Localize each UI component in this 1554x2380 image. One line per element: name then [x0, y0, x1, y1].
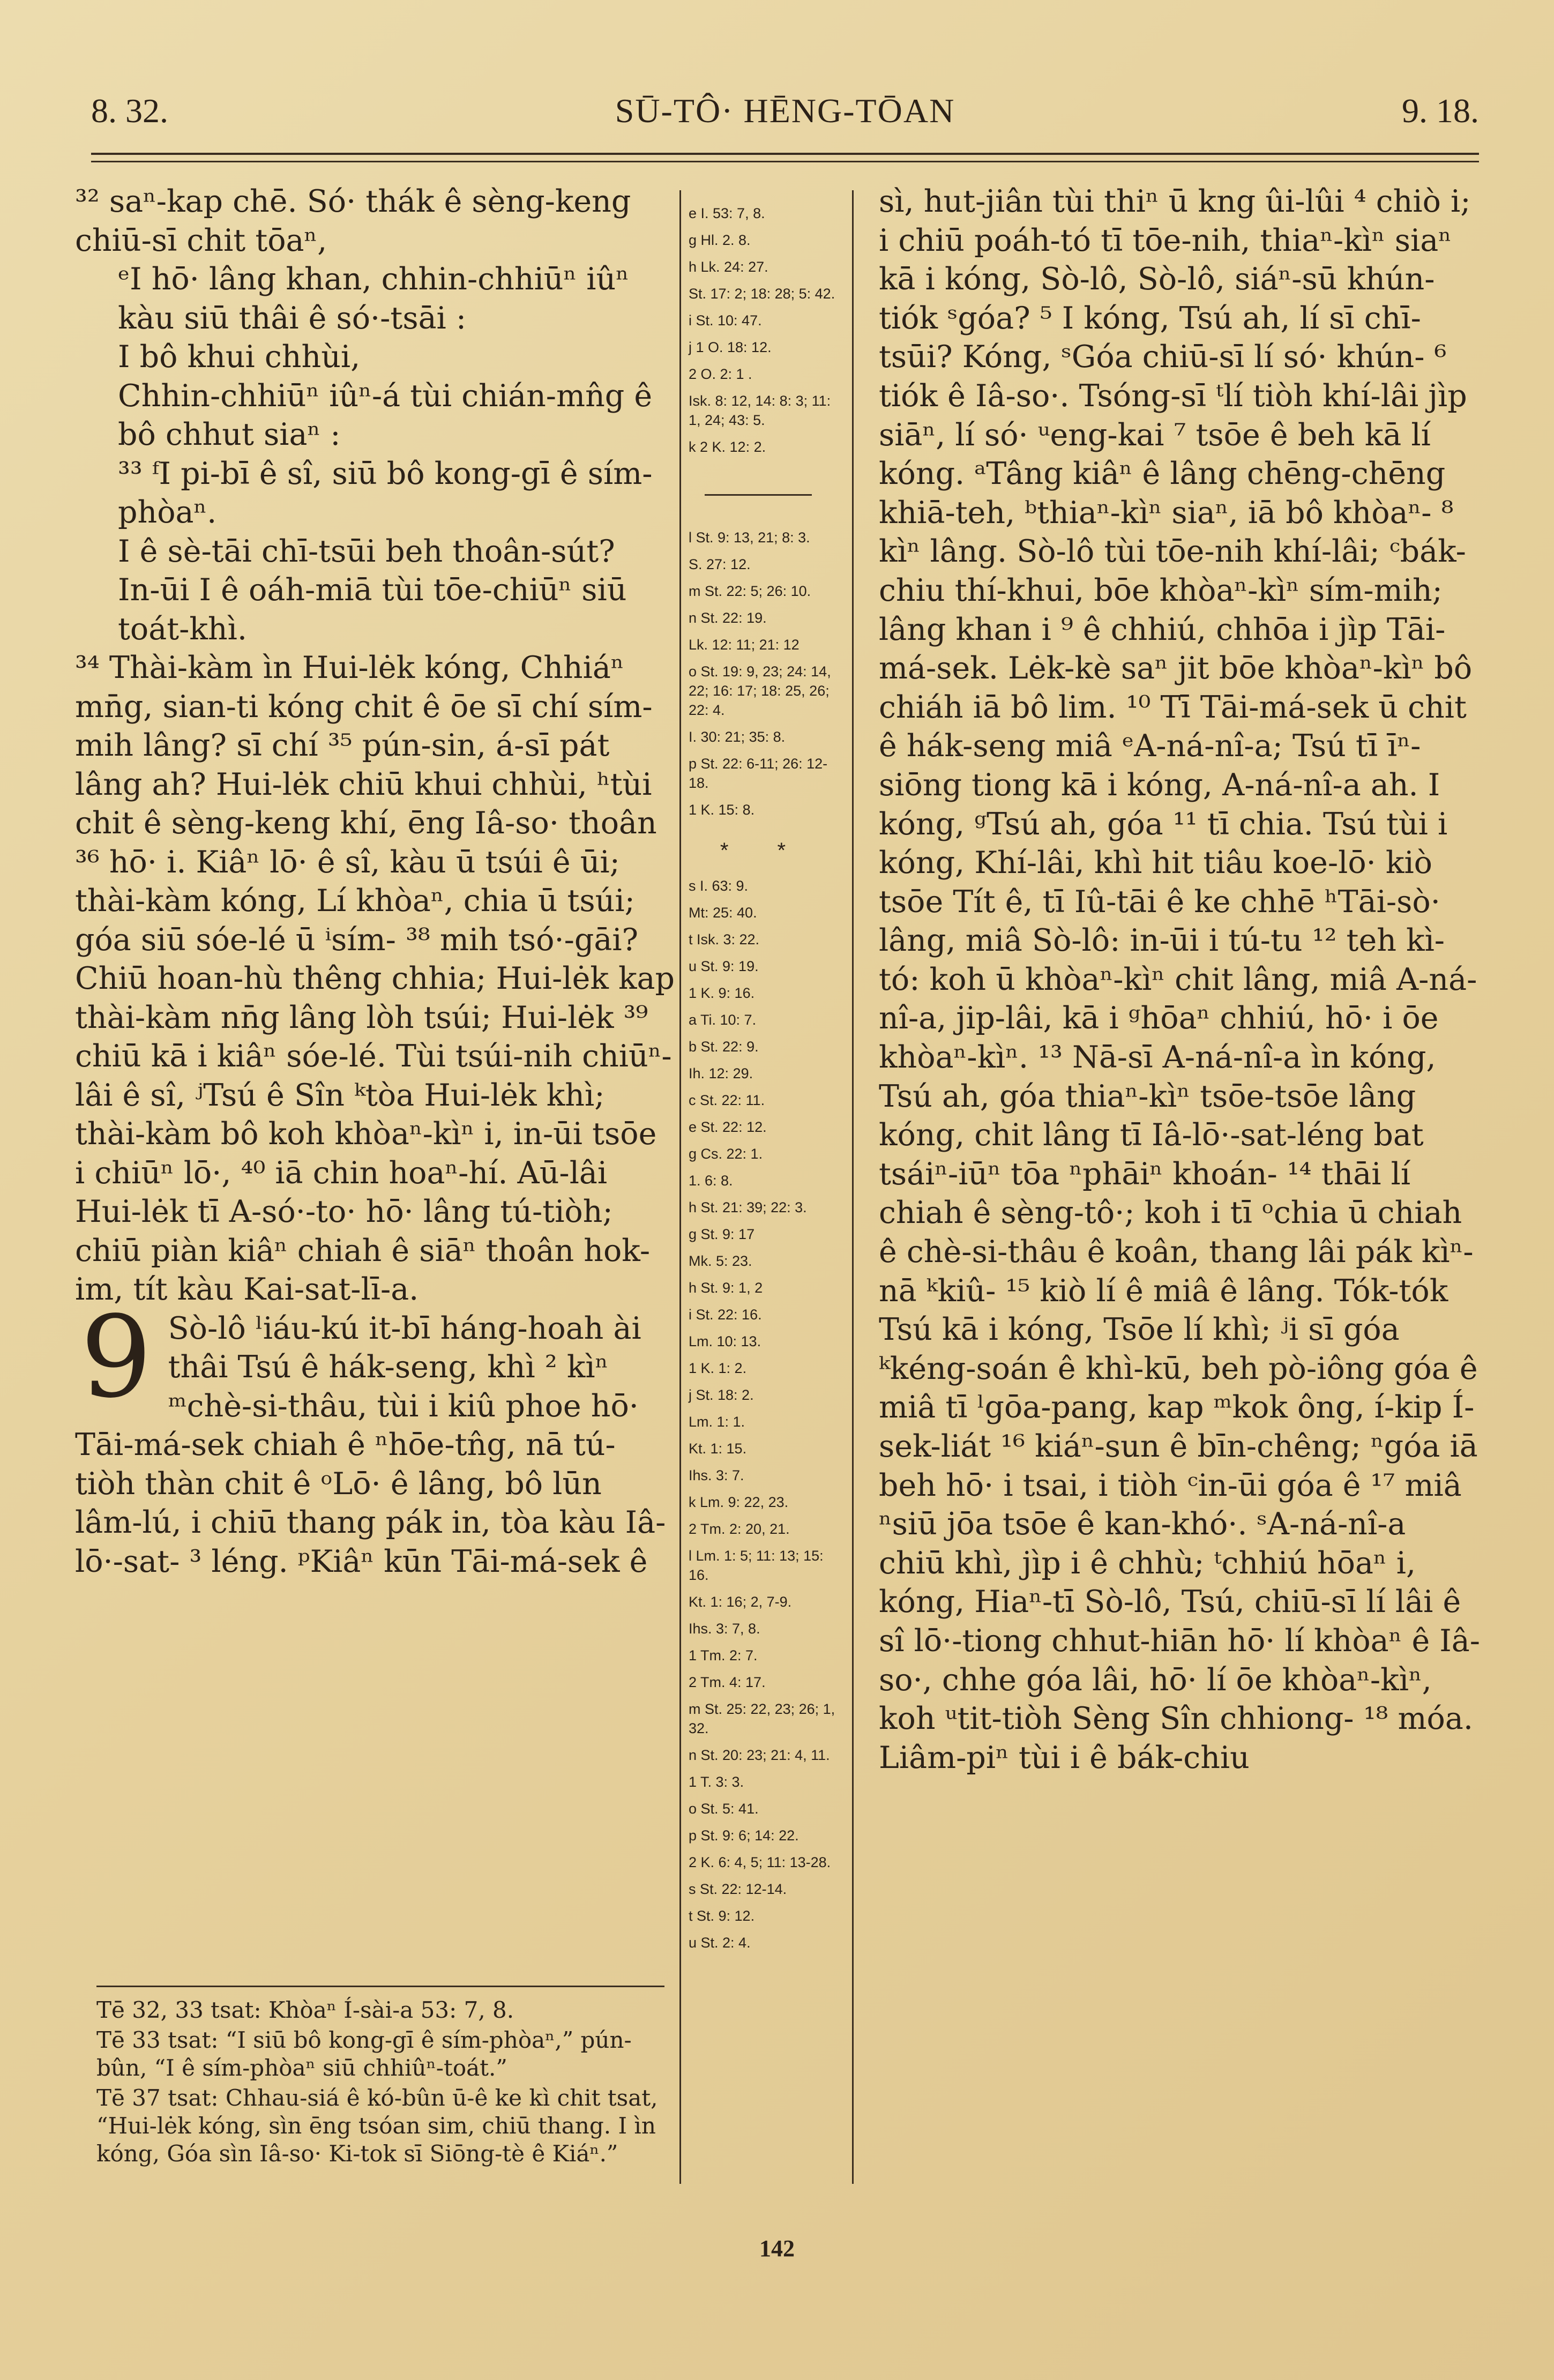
cross-ref: Mt: 25: 40. — [689, 905, 757, 921]
cross-ref: p St. 9: 6; 14: 22. — [689, 1827, 799, 1844]
footnote: Tē 33 tsat: “I siū bô kong-gī ê sím-phòaⁿ,” pún-bûn, “I ê sím-phòaⁿ siū chhiûⁿ-toát.” — [96, 2027, 632, 2081]
cross-ref: p St. 22: 6-11; 26: 12-18. — [689, 756, 828, 791]
cross-ref: t St. 9: 12. — [689, 1908, 755, 1924]
cross-ref: Ihs. 3: 7. — [689, 1467, 744, 1483]
cross-ref: e St. 22: 12. — [689, 1119, 767, 1135]
cross-ref: i St. 10: 47. — [689, 312, 762, 329]
cross-ref: 1 K. 15: 8. — [689, 802, 755, 818]
header-left-reference: 8. 32. — [91, 92, 168, 130]
cross-ref: h St. 21: 39; 22: 3. — [689, 1199, 807, 1215]
cross-ref: l Lm. 1: 5; 11: 13; 15: 16. — [689, 1548, 824, 1583]
cross-ref: k Lm. 9: 22, 23. — [689, 1494, 789, 1510]
footnote: Tē 37 tsat: Chhau-siá ê kó-bûn ū-ê ke kì chit tsat, “Hui-lėk kóng, sìn ēng tsóan sim, chiū thang. I ìn kóng, Góa sìn Iâ-so· Ki-tok sī Siōng-tè ê Kiáⁿ.” — [96, 2085, 658, 2167]
cross-ref: h Lk. 24: 27. — [689, 259, 768, 275]
header-rule — [91, 153, 1479, 155]
cross-ref: u St. 9: 19. — [689, 958, 759, 974]
cross-ref: 1 Tm. 2: 7. — [689, 1647, 758, 1663]
chapter-number: 9 — [80, 1291, 152, 1423]
cross-ref: n St. 22: 19. — [689, 610, 767, 626]
cross-ref: Ihs. 3: 7, 8. — [689, 1621, 760, 1637]
cross-ref: g Hl. 2. 8. — [689, 232, 751, 248]
column-divider-right — [852, 190, 854, 2184]
cross-ref: S. 27: 12. — [689, 556, 751, 572]
cross-ref: c St. 22: 11. — [689, 1092, 765, 1108]
cross-ref-separator — [705, 494, 812, 496]
cross-ref: h St. 9: 1, 2 — [689, 1280, 763, 1296]
cross-ref: Kt. 1: 15. — [689, 1441, 747, 1457]
cross-ref: Lk. 12: 11; 21: 12 — [689, 637, 800, 653]
cross-ref: Lm. 1: 1. — [689, 1414, 745, 1430]
cross-ref: s I. 63: 9. — [689, 878, 749, 894]
left-text-column — [75, 182, 675, 1581]
poetry-line: I bô khui chhùi, — [118, 339, 361, 375]
verse-paragraph: sì, hut-jiân tùi thiⁿ ū kng ûi-lûi ⁴ chiò i; i chiū poáh-tó tī tōe-nih, thiaⁿ-kìⁿ siaⁿ kā i kóng, Sò-lô, Sò-lô, siáⁿ-sū khún-tiók ˢgóa? ⁵ I kóng, Tsú ah, lí sī chī-tsūi? Kóng, ˢGóa chiū-sī lí só· khún- ⁶ tiók ê Iâ-so·. Tsóng-sī ᵗlí tiòh khí-lâi jìp siāⁿ, lí só· ᵘeng-kai ⁷ tsōe ê beh kā lí kóng. ᵃTâng kiâⁿ ê lâng chēng-chēng khiā-teh, ᵇthiaⁿ-kìⁿ siaⁿ, iā bô khòaⁿ- ⁸ kìⁿ lâng. Sò-lô tùi tōe-nih khí-lâi; ᶜbák-chiu thí-khui, bōe khòaⁿ-kìⁿ sím-mih; lâng khan i ⁹ ê chhiú, chhōa i jìp Tāi-má-sek. Lėk-kè saⁿ jit bōe khòaⁿ-kìⁿ bô chiáh iā bô lim. ¹⁰ Tī Tāi-má-sek ū chit ê hák-seng miâ ᵉA-ná-nî-a; Tsú tī īⁿ-siōng tiong kā i kóng, A-ná-nî-a ah. I kóng, ᵍTsú ah, góa ¹¹ tī chia. Tsú tùi i kóng, Khí-lâi, khì hit tiâu koe-lō· kiò tsōe Tít ê, tī Iû-tāi ê ke chhē ʰTāi-sò· lâng, miâ Sò-lô: in-ūi i tú-tu ¹² teh kì-tó: koh ū khòaⁿ-kìⁿ chit lâng, miâ A-ná-nî-a, jip-lâi, kā i ᵍhōaⁿ chhiú, hō· i ōe khòaⁿ-kìⁿ. ¹³ Nā-sī A-ná-nî-a ìn kóng, Tsú ah, góa thiaⁿ-kìⁿ tsōe-tsōe lâng kóng, chit lâng tī Iâ-lō·-sat-léng bat tsáiⁿ-iūⁿ tōa ⁿphāiⁿ khoán- ¹⁴ thāi lí chiah ê sèng-tô·; koh i tī ᵒchia ū chiah ê chè-si-thâu ê koân, thang lâi pák kìⁿ-nā ᵏkiû- ¹⁵ kiò lí ê miâ ê lâng. Tók-tók Tsú kā i kóng, Tsōe lí khì; ʲi sī góa ᵏkéng-soán ê khì-kū, beh pò-iông góa ê miâ tī ˡgōa-pang, kap ᵐkok ông, í-kip Í-sek-liát ¹⁶ kiáⁿ-sun ê bīn-chêng; ⁿgóa iā beh hō· i tsai, i tiòh ᶜin-ūi góa ê ¹⁷ miâ ⁿsiū jōa tsōe ê kan-khó·. ˢA-ná-nî-a chiū khì, jìp i ê chhù; ᵗchhiú hōaⁿ i, kóng, Hiaⁿ-tī Sò-lô, Tsú, chiū-sī lí lâi ê sî lō·-tiong chhut-hiān hō· lí khòaⁿ ê Iâ-so·, chhe góa lâi, hō· lí ōe khòaⁿ-kìⁿ, koh ᵘtit-tiòh Sèng Sîn chhiong- ¹⁸ móa. Liâm-piⁿ tùi i ê bák-chiu — [879, 184, 1481, 1775]
cross-ref: 2 O. 2: 1 . — [689, 366, 752, 382]
footnote-rule — [96, 1986, 664, 1987]
right-text-column — [879, 182, 1482, 1777]
header-rule-thin — [91, 161, 1479, 162]
cross-ref: l St. 9: 13, 21; 8: 3. — [689, 529, 810, 546]
cross-ref: g Cs. 22: 1. — [689, 1146, 763, 1162]
poetry-line: Chhin-chhiūⁿ iûⁿ-á tùi chián-mn̂g ê bô chhut siaⁿ : — [118, 378, 653, 452]
chapter-text: Sò-lô ˡiáu-kú it-bī háng-hoah ài thâi Tsú ê hák-seng, khì ² kìⁿ ᵐchè-si-thâu, tùi i kiû phoe hō· Tāi-má-sek chiah ê ⁿhōe-tn̂g, nā tú-tiòh thàn chit ê ᵒLō· ê lâng, bô lūn lâm-lú, i chiū thang pák in, tòa kàu Iâ-lō·-sat- ³ léng. ᵖKiâⁿ kūn Tāi-má-sek ê — [75, 1310, 666, 1579]
column-divider-left — [679, 190, 681, 2184]
poetry-line: ³³ ᶠI pi-bī ê sî, siū bô kong-gī ê sím-phòaⁿ. — [118, 456, 653, 530]
cross-ref: 2 Tm. 2: 20, 21. — [689, 1521, 790, 1537]
cross-ref: t Isk. 3: 22. — [689, 931, 760, 947]
footnotes — [96, 1996, 670, 2170]
cross-ref: Isk. 8: 12, 14: 8: 3; 11: 1, 24; 43: 5. — [689, 393, 831, 428]
cross-ref: k 2 K. 12: 2. — [689, 439, 766, 455]
cross-ref: Ih. 12: 29. — [689, 1065, 753, 1081]
cross-ref: j St. 18: 2. — [689, 1387, 754, 1403]
page-number: 142 — [759, 2235, 795, 2262]
cross-ref: i St. 22: 16. — [689, 1307, 762, 1323]
cross-ref: 2 K. 6: 4, 5; 11: 13-28. — [689, 1854, 831, 1870]
footnote: Tē 32, 33 tsat: Khòaⁿ Í-sài-a 53: 7, 8. — [96, 1997, 514, 2023]
chapter-paragraph — [75, 1291, 675, 1581]
cross-ref: 1. 6: 8. — [689, 1173, 733, 1189]
cross-reference-column — [689, 204, 839, 1960]
cross-ref: a Ti. 10: 7. — [689, 1012, 757, 1028]
cross-ref: 1 T. 3: 3. — [689, 1774, 744, 1790]
cross-ref: 1 K. 9: 16. — [689, 985, 755, 1001]
cross-ref: o St. 5: 41. — [689, 1801, 759, 1817]
cross-ref: m St. 25: 22, 23; 26; 1, 32. — [689, 1701, 835, 1736]
cross-ref: n St. 20: 23; 21: 4, 11. — [689, 1747, 830, 1763]
header-title: SŪ-TÔ· HĒNG-TŌAN — [615, 92, 955, 130]
running-header — [91, 91, 1479, 139]
cross-ref: s St. 22: 12-14. — [689, 1881, 787, 1897]
cross-ref: Kt. 1: 16; 2, 7-9. — [689, 1594, 792, 1610]
cross-ref: e I. 53: 7, 8. — [689, 205, 765, 221]
cross-ref: St. 17: 2; 18: 28; 5: 42. — [689, 286, 835, 302]
cross-ref: o St. 19: 9, 23; 24: 14, 22; 16: 17; 18: 25, 26; 22: 4. — [689, 663, 831, 718]
cross-ref: b St. 22: 9. — [689, 1039, 759, 1055]
cross-ref: 2 Tm. 4: 17. — [689, 1674, 766, 1690]
cross-ref: Mk. 5: 23. — [689, 1253, 752, 1269]
section-stars: * * — [720, 839, 808, 862]
header-right-reference: 9. 18. — [1402, 92, 1479, 130]
poetry-line: ᵉI hō· lâng khan, chhin-chhiūⁿ iûⁿ kàu siū thâi ê só·-tsāi : — [118, 262, 629, 336]
cross-ref: Lm. 10: 13. — [689, 1333, 761, 1349]
verse-paragraph: ³² saⁿ-kap chē. Só· thák ê sèng-keng chiū-sī chit tōaⁿ, — [75, 184, 631, 258]
cross-ref: u St. 2: 4. — [689, 1935, 751, 1951]
cross-ref: 1 K. 1: 2. — [689, 1360, 747, 1376]
cross-ref: j 1 O. 18: 12. — [689, 339, 772, 355]
cross-ref: m St. 22: 5; 26: 10. — [689, 583, 811, 599]
verse-paragraph: ³⁴ Thài-kàm ìn Hui-lėk kóng, Chhiáⁿ mn̄g, sian-ti kóng chit ê ōe sī chí sím-mih lâng? sī chí ³⁵ pún-sin, á-sī pát lâng ah? Hui-lėk chiū khui chhùi, ʰtùi chit ê sèng-keng khí, ēng Iâ-so· thoân ³⁶ hō· i. Kiâⁿ lō· ê sî, kàu ū tsúi ê ūi; thài-kàm kóng, Lí khòaⁿ, chia ū tsúi; góa siū sóe-lé ū ⁱsím- ³⁸ mih tsó·-gāi? Chiū hoan-hù thêng chhia; Hui-lėk kap thài-kàm nn̄g lâng lòh tsúi; Hui-lėk ³⁹ chiū kā i kiâⁿ sóe-lé. Tùi tsúi-nih chiūⁿ-lâi ê sî, ʲTsú ê Sîn ᵏtòa Hui-lėk khì; thài-kàm bô koh khòaⁿ-kìⁿ i, in-ūi tsōe i chiūⁿ lō·, ⁴⁰ iā chin hoaⁿ-hí. Aū-lâi Hui-lėk tī A-só·-to· hō· lâng tú-tiòh; chiū piàn kiâⁿ chiah ê siāⁿ thoân hok-im, tít kàu Kai-sat-lī-a. — [75, 650, 675, 1307]
cross-ref: I. 30: 21; 35: 8. — [689, 729, 786, 745]
poetry-line: I ê sè-tāi chī-tsūi beh thoân-sút? — [118, 533, 615, 569]
poetry-line: In-ūi I ê oáh-miā tùi tōe-chiūⁿ siū toát-khì. — [118, 572, 627, 647]
cross-ref: g St. 9: 17 — [689, 1226, 755, 1242]
